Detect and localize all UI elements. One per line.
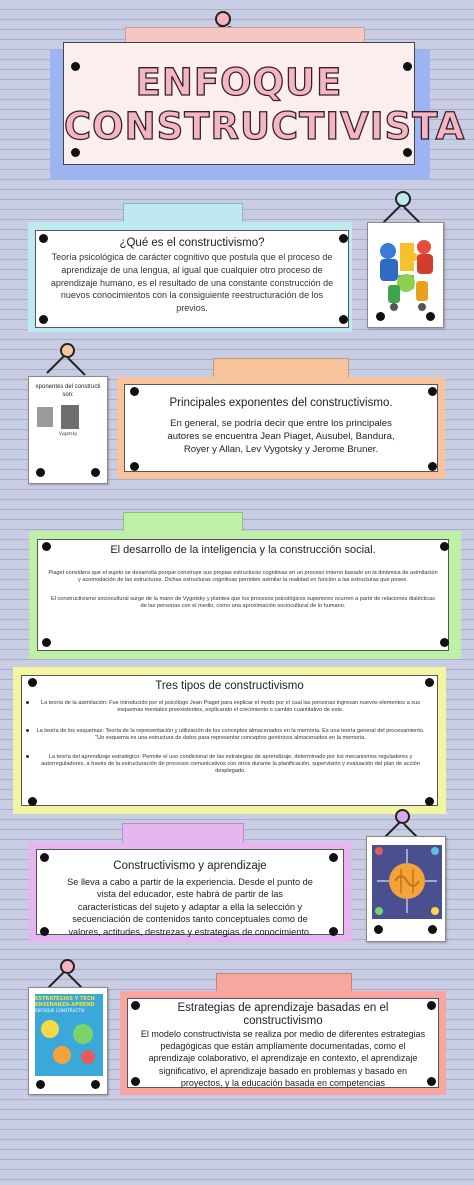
- section2-pin-dot: [130, 462, 139, 471]
- section2-title: Principales exponentes del constructivismo.: [169, 397, 393, 409]
- title-pin-dot: [71, 148, 80, 157]
- title-line-1: ENFOQUE: [135, 61, 343, 104]
- photo-string: [46, 355, 64, 373]
- photo-pin-dot: [376, 312, 385, 321]
- section5-tab: [122, 823, 244, 843]
- portrait-label: Vygotsky: [59, 431, 78, 436]
- section1-card-inner: [35, 230, 349, 328]
- section1-pin-dot: [39, 234, 48, 243]
- section3-tab: [123, 512, 243, 532]
- section5-pin-dot: [329, 853, 338, 862]
- section3-pin-dot: [440, 542, 449, 551]
- section1-card: [28, 222, 352, 332]
- section2-pin-dot: [428, 387, 437, 396]
- section1-body: Teoría psicológica de carácter cognitivo que postula que el proceso de aprendizaje de una lengua, al igual que cualquier otro proceso de aprendizaje humano, es el resultado de una constante construcción de nuevos conocimientos con la consiguiente reestructuración de los previos.: [50, 252, 334, 314]
- photo-pin-dot: [36, 468, 45, 477]
- section5-card: [29, 842, 351, 942]
- poster-line-1: ESTRATEGIAS Y TECN: [35, 996, 95, 1002]
- section4-pin-dot: [28, 678, 37, 687]
- photo-pin-dot: [91, 468, 100, 477]
- section2-body: En general, se podría decir que entre los principales autores se encuentra Jean Piaget, Ausubel, Bandura, Royer y Allan, Lev Vygotsky y Jerome Bruner.: [167, 418, 395, 455]
- section1-pin-dot: [339, 234, 348, 243]
- section3-card: [29, 531, 461, 659]
- section6-pin-dot: [131, 1077, 140, 1086]
- section3-body-2: El constructivismo sociocultural surge de la mano de Vygotsky y plantea que los procesos psicológicos superiores ocurren a partir de relaciones dialécticas de las personas con el medio, como una aproximación sociocultural de lo humano.: [50, 596, 436, 610]
- section4-card-inner: [21, 675, 438, 806]
- poster-circle: [53, 1046, 71, 1064]
- section3-title: El desarrollo de la inteligencia y la construcción social.: [110, 544, 376, 556]
- section5-pin-dot: [329, 927, 338, 936]
- section4-pin-dot: [28, 797, 37, 806]
- page-title: [64, 61, 466, 149]
- poster-line-2: ENSEÑANZA-APREND: [35, 1002, 95, 1008]
- bullet: [26, 701, 29, 704]
- title-pin-dot: [403, 148, 412, 157]
- section6-title: Estrategias de aprendizaje basadas en el constructivismo: [177, 1002, 389, 1027]
- section6-tab: [216, 973, 352, 993]
- section1-title: ¿Qué es el constructivismo?: [119, 237, 265, 249]
- poster-circle: [41, 1020, 59, 1038]
- section3-pin-dot: [440, 638, 449, 647]
- section4-item-1: [26, 700, 427, 714]
- section2-tab: [213, 358, 349, 378]
- section4-item-1-text: La teoría de la asimilación: Fue introducido por el psicólogo Jean Piaget para explicar el modo por el cual las personas ingresan nuevos elementos a sus esquemas mentales preexistentes, explicando el crecimiento o cambio cuantitativo de este.: [40, 700, 421, 714]
- section4-item-2: [26, 728, 427, 742]
- section4-item-3: [26, 754, 427, 776]
- section1-pin-dot: [339, 315, 348, 324]
- section1-tab: [123, 203, 243, 223]
- section6-body: El modelo constructivista se realiza por medio de diferentes estrategias pedagógicas que están ampliamente documentadas, como el aprendizaje colaborativo, el aprendizaje en contexto, el aprendizaje significativo, el aprendizaje basado en problemas y basado en proyectos, y la educación basada en competencias: [140, 1029, 426, 1088]
- title-line-2: CONSTRUCTIVISTA: [64, 105, 466, 148]
- photo-string: [67, 357, 85, 375]
- title-pin-dot: [403, 62, 412, 71]
- section4-card: [13, 667, 446, 814]
- photo-pin-dot: [426, 312, 435, 321]
- section1-pin-dot: [39, 315, 48, 324]
- photo-pin-dot: [36, 1080, 45, 1089]
- section5-pin-dot: [40, 927, 49, 936]
- title-card-inner: [63, 42, 466, 165]
- section6-pin-dot: [427, 1001, 436, 1010]
- section5-pin-dot: [40, 853, 49, 862]
- section2-card: [117, 377, 445, 479]
- poster-line-3: ENFOQUE CONSTRUCTIV: [35, 1008, 85, 1013]
- portrait-left: [37, 407, 53, 427]
- title-card: [50, 50, 466, 180]
- section5-title: Constructivismo y aprendizaje: [113, 860, 267, 872]
- photo-pin-dot: [428, 925, 437, 934]
- portrait-center: [61, 405, 79, 429]
- poster-circle: [81, 1050, 95, 1064]
- section6-pin-dot: [131, 1001, 140, 1010]
- section1-photo-hanger-ring: [395, 191, 411, 207]
- section3-pin-dot: [42, 542, 51, 551]
- poster-circle: [73, 1024, 93, 1044]
- section5-card-inner: [36, 849, 344, 935]
- section2-card-inner: [124, 384, 438, 472]
- exponents-photo-caption: xponentes del constructi son:: [35, 384, 101, 398]
- section3-pin-dot: [42, 638, 51, 647]
- section3-body-1: Piaget considera que el sujeto se desarrolla porque construye sus propias estructuras cognitivas en un proceso interno basado en la dinámica de asimilación y acomodación de las estructuras. Dichas estructuras cognitivas permiten asimilar la realidad en función a las estructuras que posee.: [48, 570, 438, 584]
- bullet: [26, 729, 29, 732]
- photo-pin-dot: [91, 1080, 100, 1089]
- section4-pin-dot: [425, 678, 434, 687]
- section4-pin-dot: [425, 797, 434, 806]
- bullet: [26, 755, 29, 758]
- section4-item-3-text: La teoría del aprendizaje estratégico: Permite el uso condicional de las estrategias de aprendizaje, determinado por los mecanismos reguladores y autorreguladores, a través de la estructuración de procesos comunicativos con otros durante la planificación, supervisión y evaluación del plan de acción desplegado.: [41, 754, 420, 775]
- section2-pin-dot: [130, 387, 139, 396]
- section4-title: Tres tipos de constructivismo: [155, 680, 304, 692]
- photo-pin-dot: [374, 925, 383, 934]
- section3-card-inner: [37, 539, 449, 651]
- section6-card-inner: [127, 998, 439, 1088]
- section4-item-2-text: La teoría de los esquemas: Teoría de la representación y utilización de los conceptos almacenados en la memoria. Es una teoría general del procesamiento. "Un esquema es una estructura de datos para representar conceptos genéricos almacenados en la memoria.: [36, 728, 425, 742]
- section2-pin-dot: [428, 462, 437, 471]
- title-pin-dot: [71, 62, 80, 71]
- section6-pin-dot: [427, 1077, 436, 1086]
- section6-card: [120, 991, 446, 1095]
- strategies-poster-image: [28, 987, 108, 1095]
- section5-body: Se lleva a cabo a partir de la experiencia. Desde el punto de vista del educador, este habrá de partir de las características del sujeto y adaptar a ella la selección y secuenciación de contenidos tanto conceptuales como de valores, actitudes, destrezas y estrategias de conocimiento.: [67, 877, 313, 937]
- photo-string: [382, 205, 400, 223]
